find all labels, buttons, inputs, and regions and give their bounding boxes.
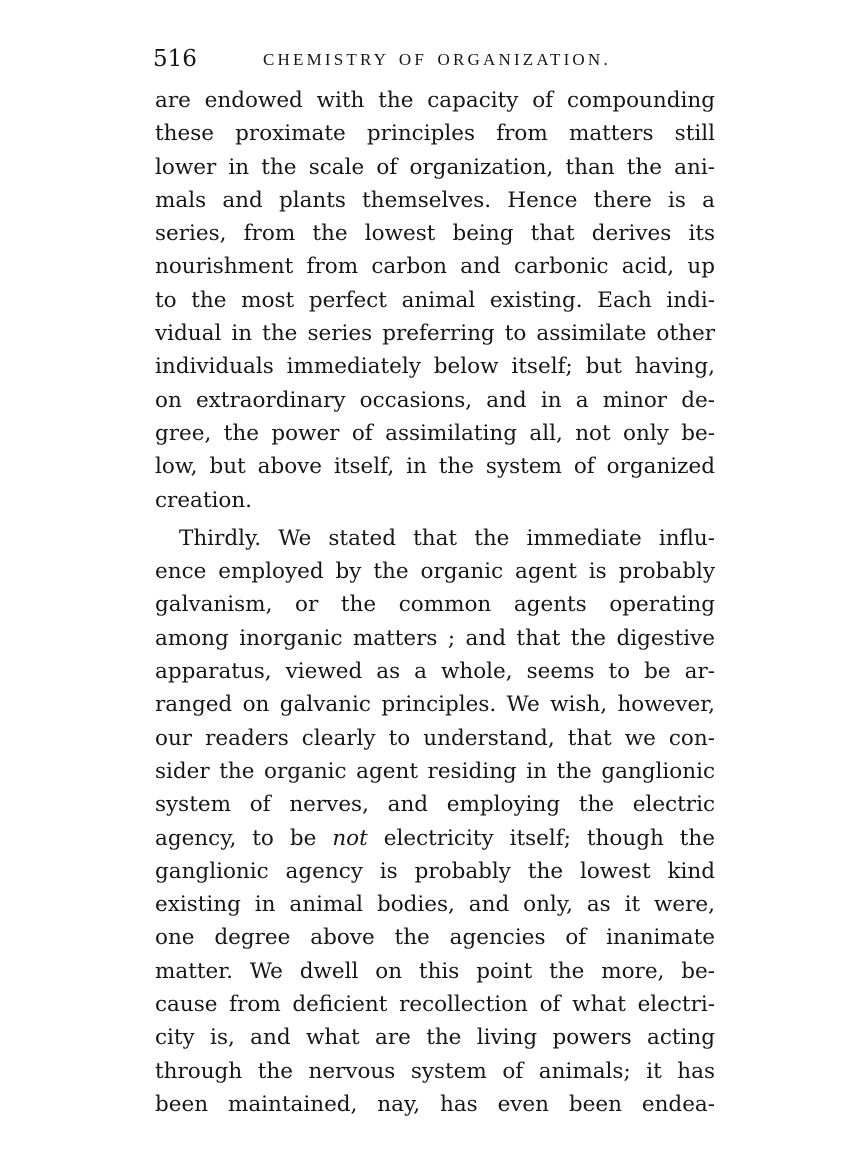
text-line: vidual in the series preferring to assimilate other <box>155 321 715 347</box>
paragraph <box>155 522 715 1121</box>
text-line: are endowed with the capacity of compounding <box>155 88 715 113</box>
body-text <box>155 84 715 1121</box>
text-line <box>155 822 715 855</box>
text-line: among inorganic matters ; and that the digestive <box>155 625 715 651</box>
text-line: apparatus, viewed as a whole, seems to be ar- <box>155 659 715 685</box>
text-line: on extraordinary occasions, and in a minor de- <box>155 387 715 413</box>
text-line: lower in the scale of organization, than the ani- <box>155 154 715 180</box>
text-line: Thirdly. We stated that the immediate influ- <box>179 525 715 551</box>
text-line: ranged on galvanic principles. We wish, however, <box>155 692 715 718</box>
text-line: galvanism, or the common agents operating <box>155 592 715 618</box>
text-line: gree, the power of assimilating all, not only be- <box>155 420 715 446</box>
text-line: ganglionic agency is probably the lowest kind <box>155 858 715 884</box>
text-line: sider the organic agent residing in the ganglionic <box>155 758 715 784</box>
emphasized-word: not <box>332 825 368 851</box>
text-line: nourishment from carbon and carbonic acid, up <box>155 254 715 280</box>
paragraph <box>155 84 715 517</box>
text-line: ence employed by the organic agent is probably <box>155 559 715 585</box>
page-number: 516 <box>153 46 197 72</box>
text-run: agency, to be <box>155 825 317 851</box>
text-line: system of nerves, and employing the electric <box>155 792 715 818</box>
text-line: been maintained, nay, has even been endea- <box>155 1091 715 1117</box>
running-title: CHEMISTRY OF ORGANIZATION. <box>263 50 611 69</box>
text-line: through the nervous system of animals; it has <box>155 1058 715 1084</box>
text-line: series, from the lowest being that derives its <box>155 221 715 247</box>
text-line: creation. <box>155 487 253 513</box>
text-line: individuals immediately below itself; but having, <box>155 354 715 380</box>
text-line: existing in animal bodies, and only, as it were, <box>155 892 715 918</box>
text-line: our readers clearly to understand, that we con- <box>155 725 715 751</box>
text-line: matter. We dwell on this point the more, be- <box>155 958 715 984</box>
text-line: low, but above itself, in the system of organized <box>155 454 715 480</box>
text-line: city is, and what are the living powers acting <box>155 1025 715 1051</box>
running-head <box>153 42 713 76</box>
text-line: these proximate principles from matters still <box>155 121 715 147</box>
text-line: cause from deficient recollection of what electri- <box>155 992 715 1018</box>
text-line: to the most perfect animal existing. Each indi- <box>155 287 715 313</box>
text-line: one degree above the agencies of inanimate <box>155 925 715 951</box>
text-line: mals and plants themselves. Hence there is a <box>155 187 715 213</box>
text-run: electricity itself; though the <box>383 825 715 851</box>
